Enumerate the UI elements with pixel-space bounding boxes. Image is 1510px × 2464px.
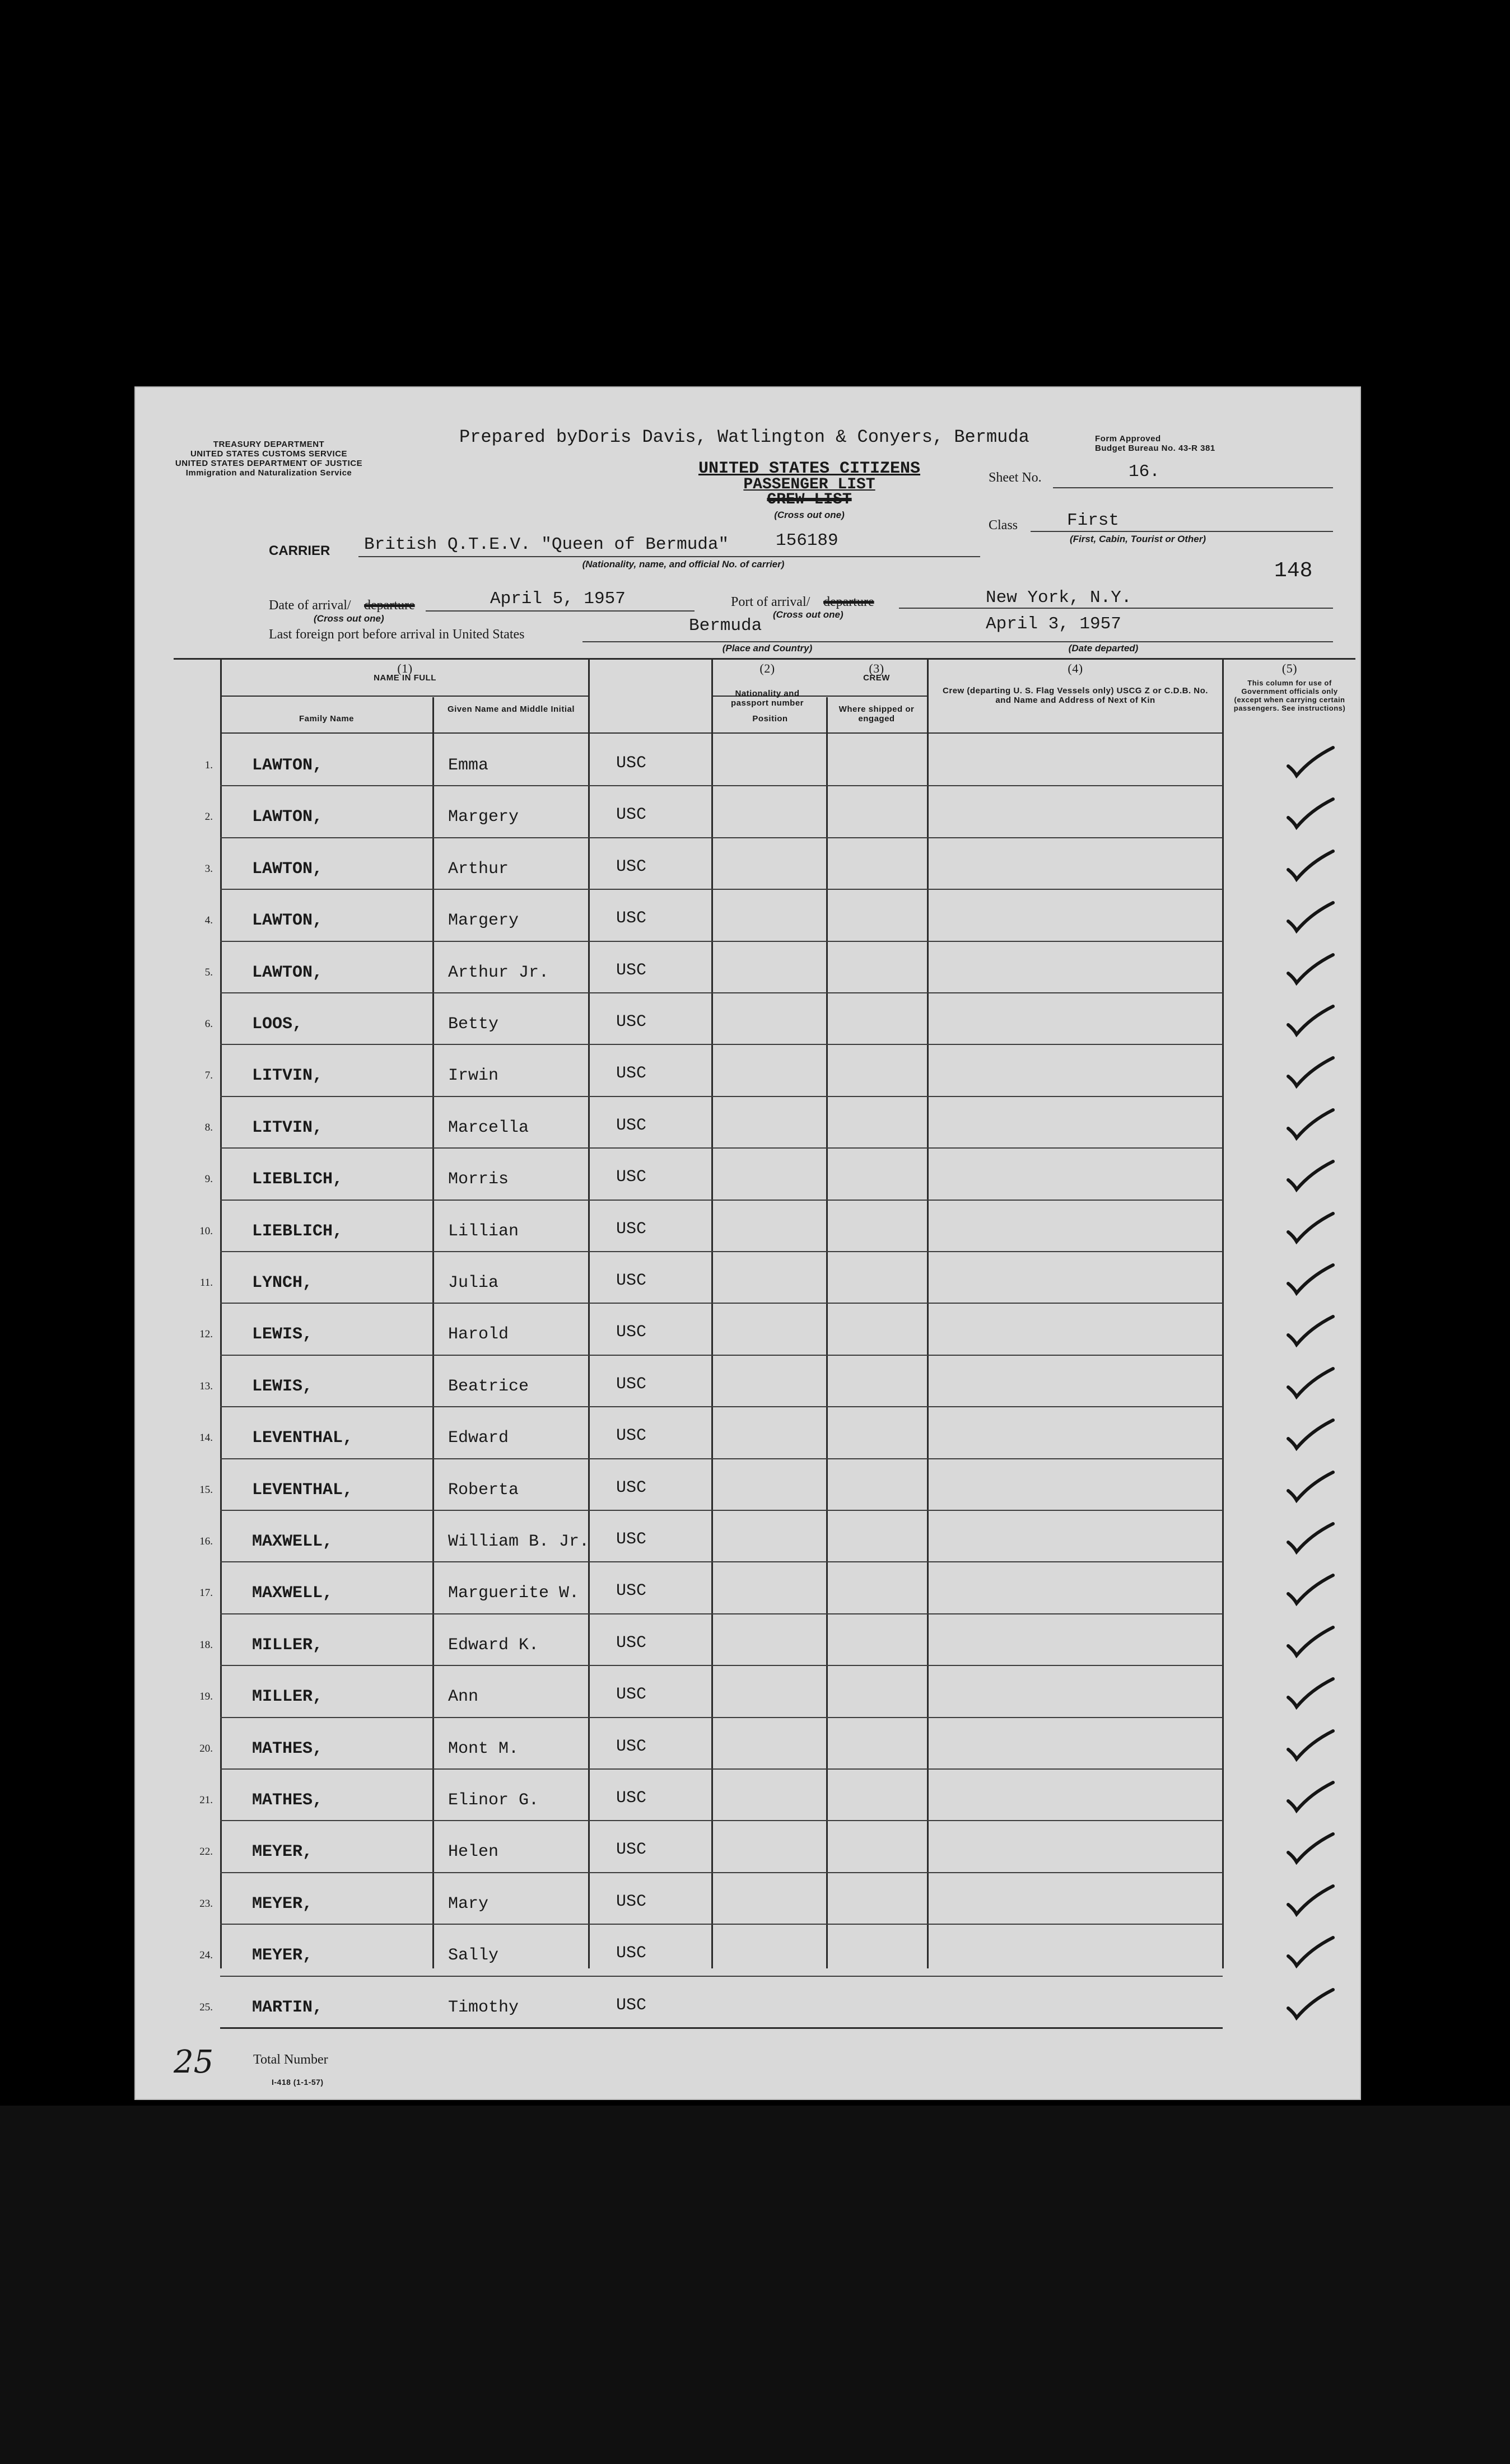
approval-block xyxy=(1095,434,1215,453)
row-rule xyxy=(220,1768,1223,1770)
nationality-cell: USC xyxy=(616,1375,647,1394)
checkmark-icon xyxy=(1285,952,1336,986)
list-title-citizens: UNITED STATES CITIZENS xyxy=(698,459,921,478)
nationality-cell: USC xyxy=(616,1271,647,1290)
given-name-cell: Ann xyxy=(448,1687,479,1706)
family-name-cell: LAWTON, xyxy=(252,808,323,827)
list-title-crew-struck: CREW LIST xyxy=(767,491,852,508)
checkmark-icon xyxy=(1285,1521,1336,1555)
cross-out-note: (Cross out one) xyxy=(774,510,845,520)
page-number: 148 xyxy=(1274,559,1313,583)
checkmark-icon xyxy=(1285,1004,1336,1037)
nationality-cell: USC xyxy=(616,1996,647,2015)
col3-header xyxy=(826,661,927,683)
col-rule-left xyxy=(220,658,222,1968)
carrier-number: 156189 xyxy=(776,531,838,550)
family-name-cell: LEVENTHAL, xyxy=(252,1481,353,1500)
col2-number: (2) xyxy=(759,661,775,675)
family-name-cell: LAWTON, xyxy=(252,756,323,775)
col3a-header: Position xyxy=(752,714,788,724)
nationality-cell: USC xyxy=(616,1944,647,1963)
class-note: (First, Cabin, Tourist or Other) xyxy=(1070,534,1206,544)
given-name-cell: Margery xyxy=(448,808,519,827)
row-number: 8. xyxy=(204,1122,213,1133)
family-name-cell: MARTIN, xyxy=(252,1998,323,2017)
row-rule xyxy=(220,1147,1223,1149)
row-rule xyxy=(220,889,1223,890)
port-departure-struck: departure xyxy=(823,595,874,609)
nationality-cell: USC xyxy=(616,1581,647,1600)
nationality-cell: USC xyxy=(616,1840,647,1859)
family-name-cell: LEWIS, xyxy=(252,1377,313,1396)
arrival-cross-note: (Cross out one) xyxy=(314,613,384,624)
col5-header xyxy=(1224,661,1355,675)
agency-line-ins: Immigration and Naturalization Service xyxy=(185,468,352,478)
row-number: 15. xyxy=(199,1484,213,1496)
given-name-cell: William B. Jr. xyxy=(448,1532,590,1551)
row-number: 11. xyxy=(199,1277,213,1289)
arrival-date-value: April 5, 1957 xyxy=(490,589,626,609)
row-rule xyxy=(220,1458,1223,1459)
carrier-label: CARRIER xyxy=(269,543,330,558)
nationality-cell: USC xyxy=(616,1220,647,1239)
sheet-label: Sheet No. xyxy=(989,470,1042,485)
port-label: Port of arrival/ xyxy=(731,595,810,609)
nationality-cell: USC xyxy=(616,805,647,824)
checkmark-icon xyxy=(1285,796,1336,830)
nationality-cell: USC xyxy=(616,1892,647,1911)
row-number: 23. xyxy=(199,1898,213,1910)
family-name-cell: MEYER, xyxy=(252,1946,313,1965)
class-line xyxy=(1031,531,1333,532)
handwritten-total: 25 xyxy=(174,2044,214,2080)
col-rule-3a xyxy=(826,697,828,1968)
family-name-cell: LEVENTHAL, xyxy=(252,1429,353,1448)
family-name-cell: LAWTON, xyxy=(252,860,323,879)
sheet-line xyxy=(1053,487,1333,488)
given-name-cell: Elinor G. xyxy=(448,1791,539,1810)
col-rule-4 xyxy=(1222,658,1224,1968)
col4-title: Crew (departing U. S. Flag Vessels only) USCG Z or C.D.B. No. and Name and Address of Next of Kin xyxy=(943,686,1208,705)
family-name-cell: MILLER, xyxy=(252,1687,323,1706)
nationality-cell: USC xyxy=(616,1634,647,1653)
checkmark-icon xyxy=(1285,1366,1336,1399)
checkmark-icon xyxy=(1285,1417,1336,1451)
nationality-cell: USC xyxy=(616,961,647,980)
col-rule-1 xyxy=(588,658,590,1968)
row-number: 6. xyxy=(204,1018,213,1030)
checkmark-icon xyxy=(1285,1469,1336,1503)
carrier-line xyxy=(358,556,980,557)
row-number: 25. xyxy=(199,2001,213,2013)
row-number: 3. xyxy=(204,863,213,875)
row-rule xyxy=(220,992,1223,993)
family-name-cell: LIEBLICH, xyxy=(252,1222,343,1241)
agency-block xyxy=(174,440,364,478)
family-name-cell: MEYER, xyxy=(252,1842,313,1861)
list-title-passenger: PASSENGER LIST xyxy=(743,476,875,493)
row-rule xyxy=(220,1200,1223,1201)
family-name-cell: MAXWELL, xyxy=(252,1584,333,1603)
row-number: 7. xyxy=(204,1070,213,1081)
given-name-cell: Arthur Jr. xyxy=(448,963,549,982)
port-line xyxy=(899,608,1333,609)
checkmark-icon xyxy=(1285,1107,1336,1141)
family-name-cell: LITVIN, xyxy=(252,1118,323,1137)
given-name-cell: Edward xyxy=(448,1429,509,1448)
nationality-cell: USC xyxy=(616,1530,647,1549)
row-number: 18. xyxy=(199,1639,213,1651)
checkmark-icon xyxy=(1285,1987,1336,2020)
col3b-header: Where shipped or engaged xyxy=(838,704,915,724)
given-name-cell: Edward K. xyxy=(448,1636,539,1655)
col1-title: NAME IN FULL xyxy=(374,673,436,683)
checkmark-icon xyxy=(1285,1883,1336,1917)
family-name-cell: MEYER, xyxy=(252,1894,313,1914)
row-number: 12. xyxy=(199,1328,213,1340)
checkmark-icon xyxy=(1285,900,1336,934)
row-rule xyxy=(220,837,1223,838)
port-value: New York, N.Y. xyxy=(986,588,1132,608)
col2-title: Nationality and passport number xyxy=(730,689,804,708)
family-name-cell: LIEBLICH, xyxy=(252,1170,343,1189)
checkmark-icon xyxy=(1285,1211,1336,1244)
last-port-label: Last foreign port before arrival in United States xyxy=(269,627,525,642)
row-number: 1. xyxy=(204,759,213,771)
checkmark-icon xyxy=(1285,1159,1336,1192)
given-name-cell: Emma xyxy=(448,756,489,775)
col-rule-1a xyxy=(432,697,434,1968)
given-name-cell: Harold xyxy=(448,1325,509,1344)
checkmark-icon xyxy=(1285,1625,1336,1658)
nationality-cell: USC xyxy=(616,857,647,876)
row-number: 24. xyxy=(199,1949,213,1961)
given-name-cell: Mary xyxy=(448,1894,489,1914)
carrier-value: British Q.T.E.V. "Queen of Bermuda" xyxy=(364,535,729,554)
nationality-cell: USC xyxy=(616,1426,647,1445)
row-rule xyxy=(220,1251,1223,1252)
row-rule xyxy=(220,1717,1223,1718)
class-label: Class xyxy=(989,518,1018,533)
row-rule xyxy=(220,1044,1223,1045)
arrival-date-label: Date of arrival/ xyxy=(269,598,351,613)
agency-line-treasury: TREASURY DEPARTMENT xyxy=(213,440,325,449)
given-name-cell: Julia xyxy=(448,1273,499,1292)
row-rule xyxy=(220,1303,1223,1304)
passenger-list-form xyxy=(134,386,1361,2100)
family-name-cell: LEWIS, xyxy=(252,1325,313,1344)
family-name-cell: LYNCH, xyxy=(252,1273,313,1292)
row-number: 2. xyxy=(204,811,213,823)
sheet-number: 16. xyxy=(1129,462,1160,482)
checkmark-icon xyxy=(1285,1780,1336,1813)
checkmark-icon xyxy=(1285,1262,1336,1296)
checkmark-icon xyxy=(1285,1572,1336,1606)
row-rule xyxy=(220,1976,1223,1977)
agency-line-customs: UNITED STATES CUSTOMS SERVICE xyxy=(190,449,348,459)
col1-header xyxy=(220,661,590,683)
carrier-note: (Nationality, name, and official No. of carrier) xyxy=(582,559,785,570)
nationality-cell: USC xyxy=(616,1168,647,1187)
given-name-cell: Roberta xyxy=(448,1481,519,1500)
given-name-cell: Morris xyxy=(448,1170,509,1189)
arrival-date-line xyxy=(426,610,695,612)
col3-title: CREW xyxy=(863,673,890,683)
date-departed-note: (Date departed) xyxy=(1068,643,1139,654)
given-name-cell: Helen xyxy=(448,1842,499,1861)
col2-header xyxy=(714,661,821,675)
form-id: I-418 (1-1-57) xyxy=(272,2078,324,2087)
col1b-header: Given Name and Middle Initial xyxy=(447,704,575,714)
nationality-cell: USC xyxy=(616,1478,647,1497)
arrival-departure-struck: departure xyxy=(364,598,415,613)
nationality-cell: USC xyxy=(616,1685,647,1704)
row-rule xyxy=(220,1613,1223,1614)
given-name-cell: Lillian xyxy=(448,1222,519,1241)
row-rule xyxy=(220,1820,1223,1821)
given-name-cell: Marguerite W. xyxy=(448,1584,580,1603)
row-rule xyxy=(220,1561,1223,1562)
nationality-cell: USC xyxy=(616,1116,647,1135)
row-rule xyxy=(220,1872,1223,1873)
given-name-cell: Irwin xyxy=(448,1066,499,1085)
nationality-cell: USC xyxy=(616,754,647,773)
row-number: 21. xyxy=(199,1794,213,1806)
family-name-cell: MATHES, xyxy=(252,1739,323,1758)
class-value: First xyxy=(1067,511,1120,530)
nationality-cell: USC xyxy=(616,1737,647,1756)
last-port-value: Bermuda xyxy=(689,616,762,636)
row-number: 16. xyxy=(199,1536,213,1547)
last-port-line xyxy=(582,641,1333,642)
table-top-rule xyxy=(174,658,1355,660)
date-departed-value: April 3, 1957 xyxy=(986,614,1121,634)
row-number: 13. xyxy=(199,1380,213,1392)
table-bottom-rule xyxy=(220,2027,1223,2029)
given-name-cell: Sally xyxy=(448,1946,499,1965)
row-number: 4. xyxy=(204,914,213,926)
row-rule xyxy=(220,1665,1223,1666)
col1-number: (1) xyxy=(397,661,413,675)
given-name-cell: Timothy xyxy=(448,1998,519,2017)
nationality-cell: USC xyxy=(616,1789,647,1808)
family-name-cell: LITVIN, xyxy=(252,1066,323,1085)
row-rule xyxy=(220,941,1223,942)
row-number: 10. xyxy=(199,1225,213,1237)
port-cross-note: (Cross out one) xyxy=(773,609,843,620)
checkmark-icon xyxy=(1285,848,1336,882)
checkmark-icon xyxy=(1285,1055,1336,1089)
row-number: 20. xyxy=(199,1743,213,1754)
col4-number: (4) xyxy=(1068,661,1083,675)
row-rule xyxy=(220,1406,1223,1407)
checkmark-icon xyxy=(1285,745,1336,778)
row-number: 5. xyxy=(204,967,213,978)
row-rule xyxy=(220,1924,1223,1925)
name-subhead-rule xyxy=(220,696,590,697)
checkmark-icon xyxy=(1285,1935,1336,1968)
family-name-cell: MATHES, xyxy=(252,1791,323,1810)
scan-bottom-band xyxy=(0,2106,1510,2464)
checkmark-icon xyxy=(1285,1728,1336,1762)
nationality-cell: USC xyxy=(616,1323,647,1342)
given-name-cell: Arthur xyxy=(448,860,509,879)
row-rule xyxy=(220,785,1223,786)
row-number: 9. xyxy=(204,1173,213,1185)
family-name-cell: LAWTON, xyxy=(252,911,323,930)
row-number: 19. xyxy=(199,1691,213,1702)
checkmark-icon xyxy=(1285,1314,1336,1347)
row-rule xyxy=(220,1096,1223,1097)
nationality-cell: USC xyxy=(616,1064,647,1083)
checkmark-icon xyxy=(1285,1831,1336,1865)
budget-bureau-line: Budget Bureau No. 43-R 381 xyxy=(1095,444,1215,453)
nationality-cell: USC xyxy=(616,1012,647,1032)
given-name-cell: Beatrice xyxy=(448,1377,529,1396)
row-rule xyxy=(220,1510,1223,1511)
total-label: Total Number xyxy=(253,2052,328,2067)
col-rule-3 xyxy=(927,658,929,1968)
col4-header xyxy=(930,661,1221,675)
given-name-cell: Marcella xyxy=(448,1118,529,1137)
approval-line: Form Approved xyxy=(1095,434,1161,444)
row-number: 14. xyxy=(199,1432,213,1444)
header-bottom-rule xyxy=(220,732,1223,734)
given-name-cell: Margery xyxy=(448,911,519,930)
col5-title: This column for use of Government officials only (except when carrying certain passengers. See instructions) xyxy=(1233,679,1346,712)
row-number: 22. xyxy=(199,1846,213,1858)
family-name-cell: MAXWELL, xyxy=(252,1532,333,1551)
col5-number: (5) xyxy=(1281,661,1298,675)
family-name-cell: MILLER, xyxy=(252,1636,323,1655)
agency-line-justice: UNITED STATES DEPARTMENT OF JUSTICE xyxy=(175,459,363,468)
nationality-cell: USC xyxy=(616,909,647,928)
given-name-cell: Mont M. xyxy=(448,1739,519,1758)
prepared-by: Prepared byDoris Davis, Watlington & Conyers, Bermuda xyxy=(459,427,1029,447)
checkmark-icon xyxy=(1285,1676,1336,1710)
row-number: 17. xyxy=(199,1587,213,1599)
family-name-cell: LAWTON, xyxy=(252,963,323,982)
col3-number: (3) xyxy=(869,661,884,675)
place-note: (Place and Country) xyxy=(722,643,813,654)
given-name-cell: Betty xyxy=(448,1015,499,1034)
col1a-header: Family Name xyxy=(299,714,355,724)
row-rule xyxy=(220,1355,1223,1356)
col-rule-2 xyxy=(711,658,713,1968)
family-name-cell: LOOS, xyxy=(252,1015,303,1034)
